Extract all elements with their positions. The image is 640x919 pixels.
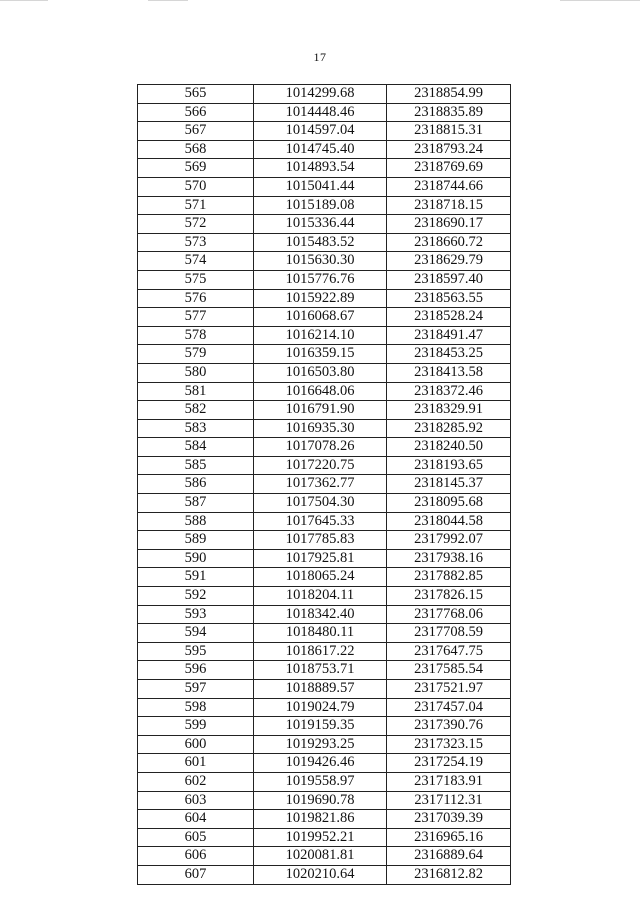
table-row	[138, 140, 511, 159]
point-number-cell: 578	[138, 326, 254, 345]
x-coordinate-cell: 1019024.79	[254, 698, 387, 717]
table-row	[138, 363, 511, 382]
x-coordinate-cell: 1015776.76	[254, 270, 387, 289]
y-coordinate-cell: 2317647.75	[387, 642, 511, 661]
y-coordinate-cell: 2317585.54	[387, 661, 511, 680]
x-coordinate-cell: 1017220.75	[254, 456, 387, 475]
y-coordinate-cell: 2318528.24	[387, 308, 511, 327]
x-coordinate-cell: 1016068.67	[254, 308, 387, 327]
table-row	[138, 159, 511, 178]
point-number-cell: 604	[138, 810, 254, 829]
table-row	[138, 661, 511, 680]
table-row	[138, 810, 511, 829]
table-row	[138, 345, 511, 364]
y-coordinate-cell: 2318629.79	[387, 252, 511, 271]
x-coordinate-cell: 1015630.30	[254, 252, 387, 271]
scan-edge-mid	[148, 0, 188, 1]
y-coordinate-cell: 2317938.16	[387, 549, 511, 568]
point-number-cell: 565	[138, 85, 254, 104]
table-row	[138, 103, 511, 122]
y-coordinate-cell: 2318095.68	[387, 494, 511, 513]
point-number-cell: 606	[138, 847, 254, 866]
point-number-cell: 579	[138, 345, 254, 364]
point-number-cell: 566	[138, 103, 254, 122]
point-number-cell: 599	[138, 717, 254, 736]
y-coordinate-cell: 2317039.39	[387, 810, 511, 829]
point-number-cell: 593	[138, 605, 254, 624]
y-coordinate-cell: 2317457.04	[387, 698, 511, 717]
x-coordinate-cell: 1018889.57	[254, 680, 387, 699]
table-row	[138, 308, 511, 327]
point-number-cell: 573	[138, 233, 254, 252]
y-coordinate-cell: 2317882.85	[387, 568, 511, 587]
table-row	[138, 494, 511, 513]
x-coordinate-cell: 1017504.30	[254, 494, 387, 513]
table-row	[138, 568, 511, 587]
point-number-cell: 595	[138, 642, 254, 661]
x-coordinate-cell: 1014893.54	[254, 159, 387, 178]
x-coordinate-cell: 1015041.44	[254, 177, 387, 196]
point-number-cell: 580	[138, 363, 254, 382]
point-number-cell: 576	[138, 289, 254, 308]
point-number-cell: 581	[138, 382, 254, 401]
point-number-cell: 585	[138, 456, 254, 475]
x-coordinate-cell: 1016648.06	[254, 382, 387, 401]
table-row	[138, 791, 511, 810]
y-coordinate-cell: 2318854.99	[387, 85, 511, 104]
point-number-cell: 596	[138, 661, 254, 680]
table-row	[138, 828, 511, 847]
x-coordinate-cell: 1019690.78	[254, 791, 387, 810]
table-row	[138, 605, 511, 624]
x-coordinate-cell: 1018342.40	[254, 605, 387, 624]
point-number-cell: 574	[138, 252, 254, 271]
table-row	[138, 549, 511, 568]
x-coordinate-cell: 1018617.22	[254, 642, 387, 661]
x-coordinate-cell: 1017078.26	[254, 438, 387, 457]
y-coordinate-cell: 2316889.64	[387, 847, 511, 866]
table-row	[138, 587, 511, 606]
point-number-cell: 598	[138, 698, 254, 717]
x-coordinate-cell: 1015336.44	[254, 215, 387, 234]
table-row	[138, 326, 511, 345]
y-coordinate-cell: 2317183.91	[387, 772, 511, 791]
table-row	[138, 754, 511, 773]
x-coordinate-cell: 1019558.97	[254, 772, 387, 791]
x-coordinate-cell: 1019293.25	[254, 735, 387, 754]
y-coordinate-cell: 2318372.46	[387, 382, 511, 401]
table-row	[138, 680, 511, 699]
point-number-cell: 590	[138, 549, 254, 568]
point-number-cell: 592	[138, 587, 254, 606]
y-coordinate-cell: 2317768.06	[387, 605, 511, 624]
x-coordinate-cell: 1016214.10	[254, 326, 387, 345]
table-row	[138, 717, 511, 736]
table-row	[138, 382, 511, 401]
point-number-cell: 567	[138, 122, 254, 141]
point-number-cell: 601	[138, 754, 254, 773]
x-coordinate-cell: 1017362.77	[254, 475, 387, 494]
x-coordinate-cell: 1020210.64	[254, 865, 387, 884]
y-coordinate-cell: 2318597.40	[387, 270, 511, 289]
x-coordinate-cell: 1016503.80	[254, 363, 387, 382]
x-coordinate-cell: 1019426.46	[254, 754, 387, 773]
point-number-cell: 571	[138, 196, 254, 215]
point-number-cell: 575	[138, 270, 254, 289]
y-coordinate-cell: 2317254.19	[387, 754, 511, 773]
point-number-cell: 582	[138, 401, 254, 420]
y-coordinate-cell: 2318413.58	[387, 363, 511, 382]
table-row	[138, 233, 511, 252]
point-number-cell: 602	[138, 772, 254, 791]
x-coordinate-cell: 1018204.11	[254, 587, 387, 606]
table-row	[138, 512, 511, 531]
y-coordinate-cell: 2317708.59	[387, 624, 511, 643]
x-coordinate-cell: 1019952.21	[254, 828, 387, 847]
x-coordinate-cell: 1019159.35	[254, 717, 387, 736]
x-coordinate-cell: 1019821.86	[254, 810, 387, 829]
table-row	[138, 698, 511, 717]
table-row	[138, 624, 511, 643]
y-coordinate-cell: 2317112.31	[387, 791, 511, 810]
table-row	[138, 252, 511, 271]
table-row	[138, 85, 511, 104]
point-number-cell: 591	[138, 568, 254, 587]
x-coordinate-cell: 1015483.52	[254, 233, 387, 252]
table-row	[138, 865, 511, 884]
x-coordinate-cell: 1015922.89	[254, 289, 387, 308]
point-number-cell: 588	[138, 512, 254, 531]
x-coordinate-cell: 1016359.15	[254, 345, 387, 364]
table-row	[138, 438, 511, 457]
point-number-cell: 584	[138, 438, 254, 457]
table-row	[138, 177, 511, 196]
point-number-cell: 572	[138, 215, 254, 234]
point-number-cell: 607	[138, 865, 254, 884]
table-row	[138, 122, 511, 141]
y-coordinate-cell: 2318769.69	[387, 159, 511, 178]
coordinate-table-body	[138, 85, 511, 885]
point-number-cell: 586	[138, 475, 254, 494]
x-coordinate-cell: 1017645.33	[254, 512, 387, 531]
point-number-cell: 594	[138, 624, 254, 643]
y-coordinate-cell: 2317992.07	[387, 531, 511, 550]
y-coordinate-cell: 2318660.72	[387, 233, 511, 252]
point-number-cell: 587	[138, 494, 254, 513]
x-coordinate-cell: 1020081.81	[254, 847, 387, 866]
table-row	[138, 847, 511, 866]
table-row	[138, 401, 511, 420]
table-row	[138, 289, 511, 308]
table-row	[138, 475, 511, 494]
table-row	[138, 531, 511, 550]
point-number-cell: 583	[138, 419, 254, 438]
point-number-cell: 600	[138, 735, 254, 754]
x-coordinate-cell: 1014448.46	[254, 103, 387, 122]
point-number-cell: 570	[138, 177, 254, 196]
table-row	[138, 642, 511, 661]
y-coordinate-cell: 2318329.91	[387, 401, 511, 420]
y-coordinate-cell: 2318793.24	[387, 140, 511, 159]
y-coordinate-cell: 2318690.17	[387, 215, 511, 234]
y-coordinate-cell: 2318145.37	[387, 475, 511, 494]
point-number-cell: 569	[138, 159, 254, 178]
scan-edge-right	[560, 0, 640, 1]
y-coordinate-cell: 2318815.31	[387, 122, 511, 141]
point-number-cell: 577	[138, 308, 254, 327]
point-number-cell: 568	[138, 140, 254, 159]
y-coordinate-cell: 2318044.58	[387, 512, 511, 531]
y-coordinate-cell: 2316965.16	[387, 828, 511, 847]
y-coordinate-cell: 2317521.97	[387, 680, 511, 699]
y-coordinate-cell: 2318193.65	[387, 456, 511, 475]
table-row	[138, 456, 511, 475]
x-coordinate-cell: 1016935.30	[254, 419, 387, 438]
table-row	[138, 772, 511, 791]
table-row	[138, 196, 511, 215]
point-number-cell: 605	[138, 828, 254, 847]
x-coordinate-cell: 1014597.04	[254, 122, 387, 141]
y-coordinate-cell: 2318491.47	[387, 326, 511, 345]
table-row	[138, 215, 511, 234]
table-row	[138, 419, 511, 438]
y-coordinate-cell: 2318563.55	[387, 289, 511, 308]
table-row	[138, 735, 511, 754]
x-coordinate-cell: 1017785.83	[254, 531, 387, 550]
y-coordinate-cell: 2318285.92	[387, 419, 511, 438]
point-number-cell: 589	[138, 531, 254, 550]
point-number-cell: 597	[138, 680, 254, 699]
page-number: 17	[313, 50, 327, 64]
coordinate-table	[137, 84, 511, 885]
x-coordinate-cell: 1018753.71	[254, 661, 387, 680]
point-number-cell: 603	[138, 791, 254, 810]
y-coordinate-cell: 2318240.50	[387, 438, 511, 457]
y-coordinate-cell: 2317390.76	[387, 717, 511, 736]
table-row	[138, 270, 511, 289]
x-coordinate-cell: 1016791.90	[254, 401, 387, 420]
y-coordinate-cell: 2316812.82	[387, 865, 511, 884]
y-coordinate-cell: 2317323.15	[387, 735, 511, 754]
y-coordinate-cell: 2317826.15	[387, 587, 511, 606]
y-coordinate-cell: 2318453.25	[387, 345, 511, 364]
y-coordinate-cell: 2318718.15	[387, 196, 511, 215]
x-coordinate-cell: 1017925.81	[254, 549, 387, 568]
x-coordinate-cell: 1014299.68	[254, 85, 387, 104]
x-coordinate-cell: 1015189.08	[254, 196, 387, 215]
x-coordinate-cell: 1014745.40	[254, 140, 387, 159]
x-coordinate-cell: 1018065.24	[254, 568, 387, 587]
x-coordinate-cell: 1018480.11	[254, 624, 387, 643]
y-coordinate-cell: 2318835.89	[387, 103, 511, 122]
scan-edge-left	[0, 0, 48, 1]
y-coordinate-cell: 2318744.66	[387, 177, 511, 196]
